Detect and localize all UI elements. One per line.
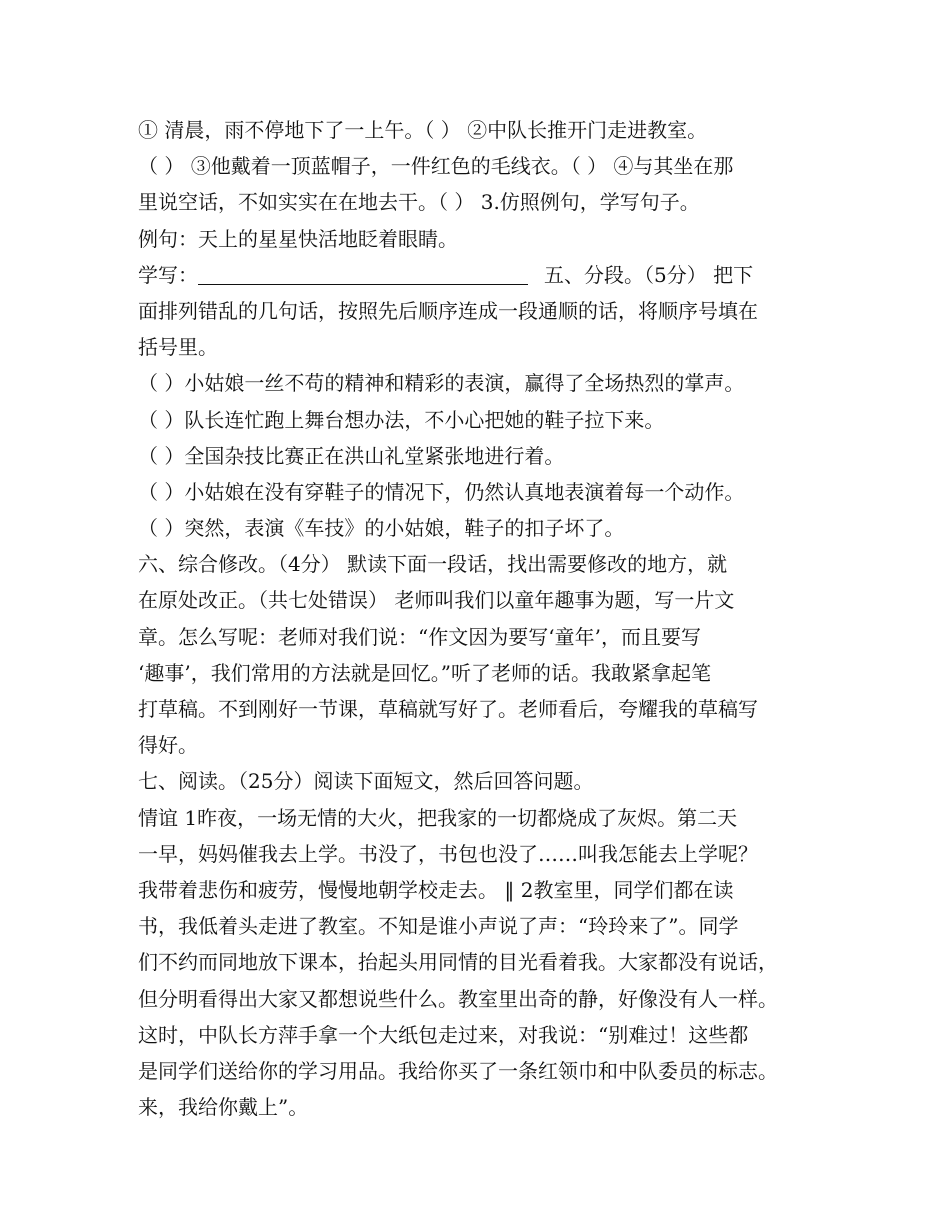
text-line: 七、阅读。（25分）阅读下面短文，然后回答问题。 <box>138 769 594 794</box>
text-line: 们不约而同地放下课本，抬起头用同情的目光看着我。大家都没有说话， <box>138 950 778 975</box>
text-line: （ ） ③他戴着一顶蓝帽子，一件红色的毛线衣。（ ） ④与其坐在那 <box>138 154 734 179</box>
answer-blank[interactable] <box>198 264 528 285</box>
text-line: 来，我给你戴上”。 <box>138 1095 309 1120</box>
text-line: 一早，妈妈催我去上学。书没了，书包也没了……叫我怎能去上学呢？ <box>138 841 758 866</box>
text-line: （ ）小姑娘一丝不苟的精神和精彩的表演，赢得了全场热烈的掌声。 <box>138 371 745 396</box>
text-line: 得好。 <box>138 733 198 758</box>
text-line: ‘趣事’，我们常用的方法就是回忆。”听了老师的话。我敢紧拿起笔 <box>138 660 711 685</box>
text-line: 例句：天上的星星快活地眨着眼睛。 <box>138 226 458 251</box>
text-line: ① 清晨，雨不停地下了一上午。（ ） ②中队长推开门走进教室。 <box>138 118 708 142</box>
text-line: 我带着悲伤和疲劳，慢慢地朝学校走去。 ‖ 2教室里，同学们都在读 <box>138 877 734 902</box>
text-line: 这时，中队长方萍手拿一个大纸包走过来，对我说：“别难过！这些都 <box>138 1022 749 1047</box>
text-line: 面排列错乱的几句话，按照先后顺序连成一段通顺的话，将顺序号填在 <box>138 298 758 323</box>
text-line: （ ）小姑娘在没有穿鞋子的情况下，仍然认真地表演着每一个动作。 <box>138 479 745 504</box>
text-line: 打草稿。不到刚好一节课，草稿就写好了。老师看后，夸耀我的草稿写 <box>138 697 758 721</box>
text-line: 但分明看得出大家又都想说些什么。教室里出奇的静，好像没有人一样。 <box>138 986 778 1011</box>
text-line: （ ）突然，表演《车技》的小姑娘，鞋子的扣子坏了。 <box>138 516 625 541</box>
text-line: 章。怎么写呢：老师对我们说：“作文因为要写‘童年’，而且要写 <box>138 624 701 649</box>
practice-label: 学写： <box>138 262 198 287</box>
text-line: 括号里。 <box>138 335 218 360</box>
text-line: 里说空话，不如实实在在地去干。（ ） 3.仿照例句，学写句子。 <box>138 190 700 215</box>
text-line: 六、综合修改。（4分） 默读下面一段话，找出需要修改的地方，就 <box>138 552 728 577</box>
document-page <box>138 112 818 1125</box>
text-line: 是同学们送给你的学习用品。我给你买了一条红领巾和中队委员的标志。 <box>138 1058 778 1083</box>
text-line: 情谊 1昨夜，一场无情的大火，把我家的一切都烧成了灰烬。第二天 <box>138 805 738 830</box>
section-heading: 五、分段。（5分） 把下 <box>544 262 754 287</box>
text-line: （ ）全国杂技比赛正在洪山礼堂紧张地进行着。 <box>138 443 565 468</box>
text-line: 书，我低着头走进了教室。不知是谁小声说了声：“玲玲来了”。同学 <box>138 914 739 939</box>
text-line: 在原处改正。（共七处错误） 老师叫我们以童年趣事为题，写一片文 <box>138 588 735 613</box>
text-line: （ ）队长连忙跑上舞台想办法，不小心把她的鞋子拉下来。 <box>138 407 665 432</box>
text-line <box>138 257 818 293</box>
